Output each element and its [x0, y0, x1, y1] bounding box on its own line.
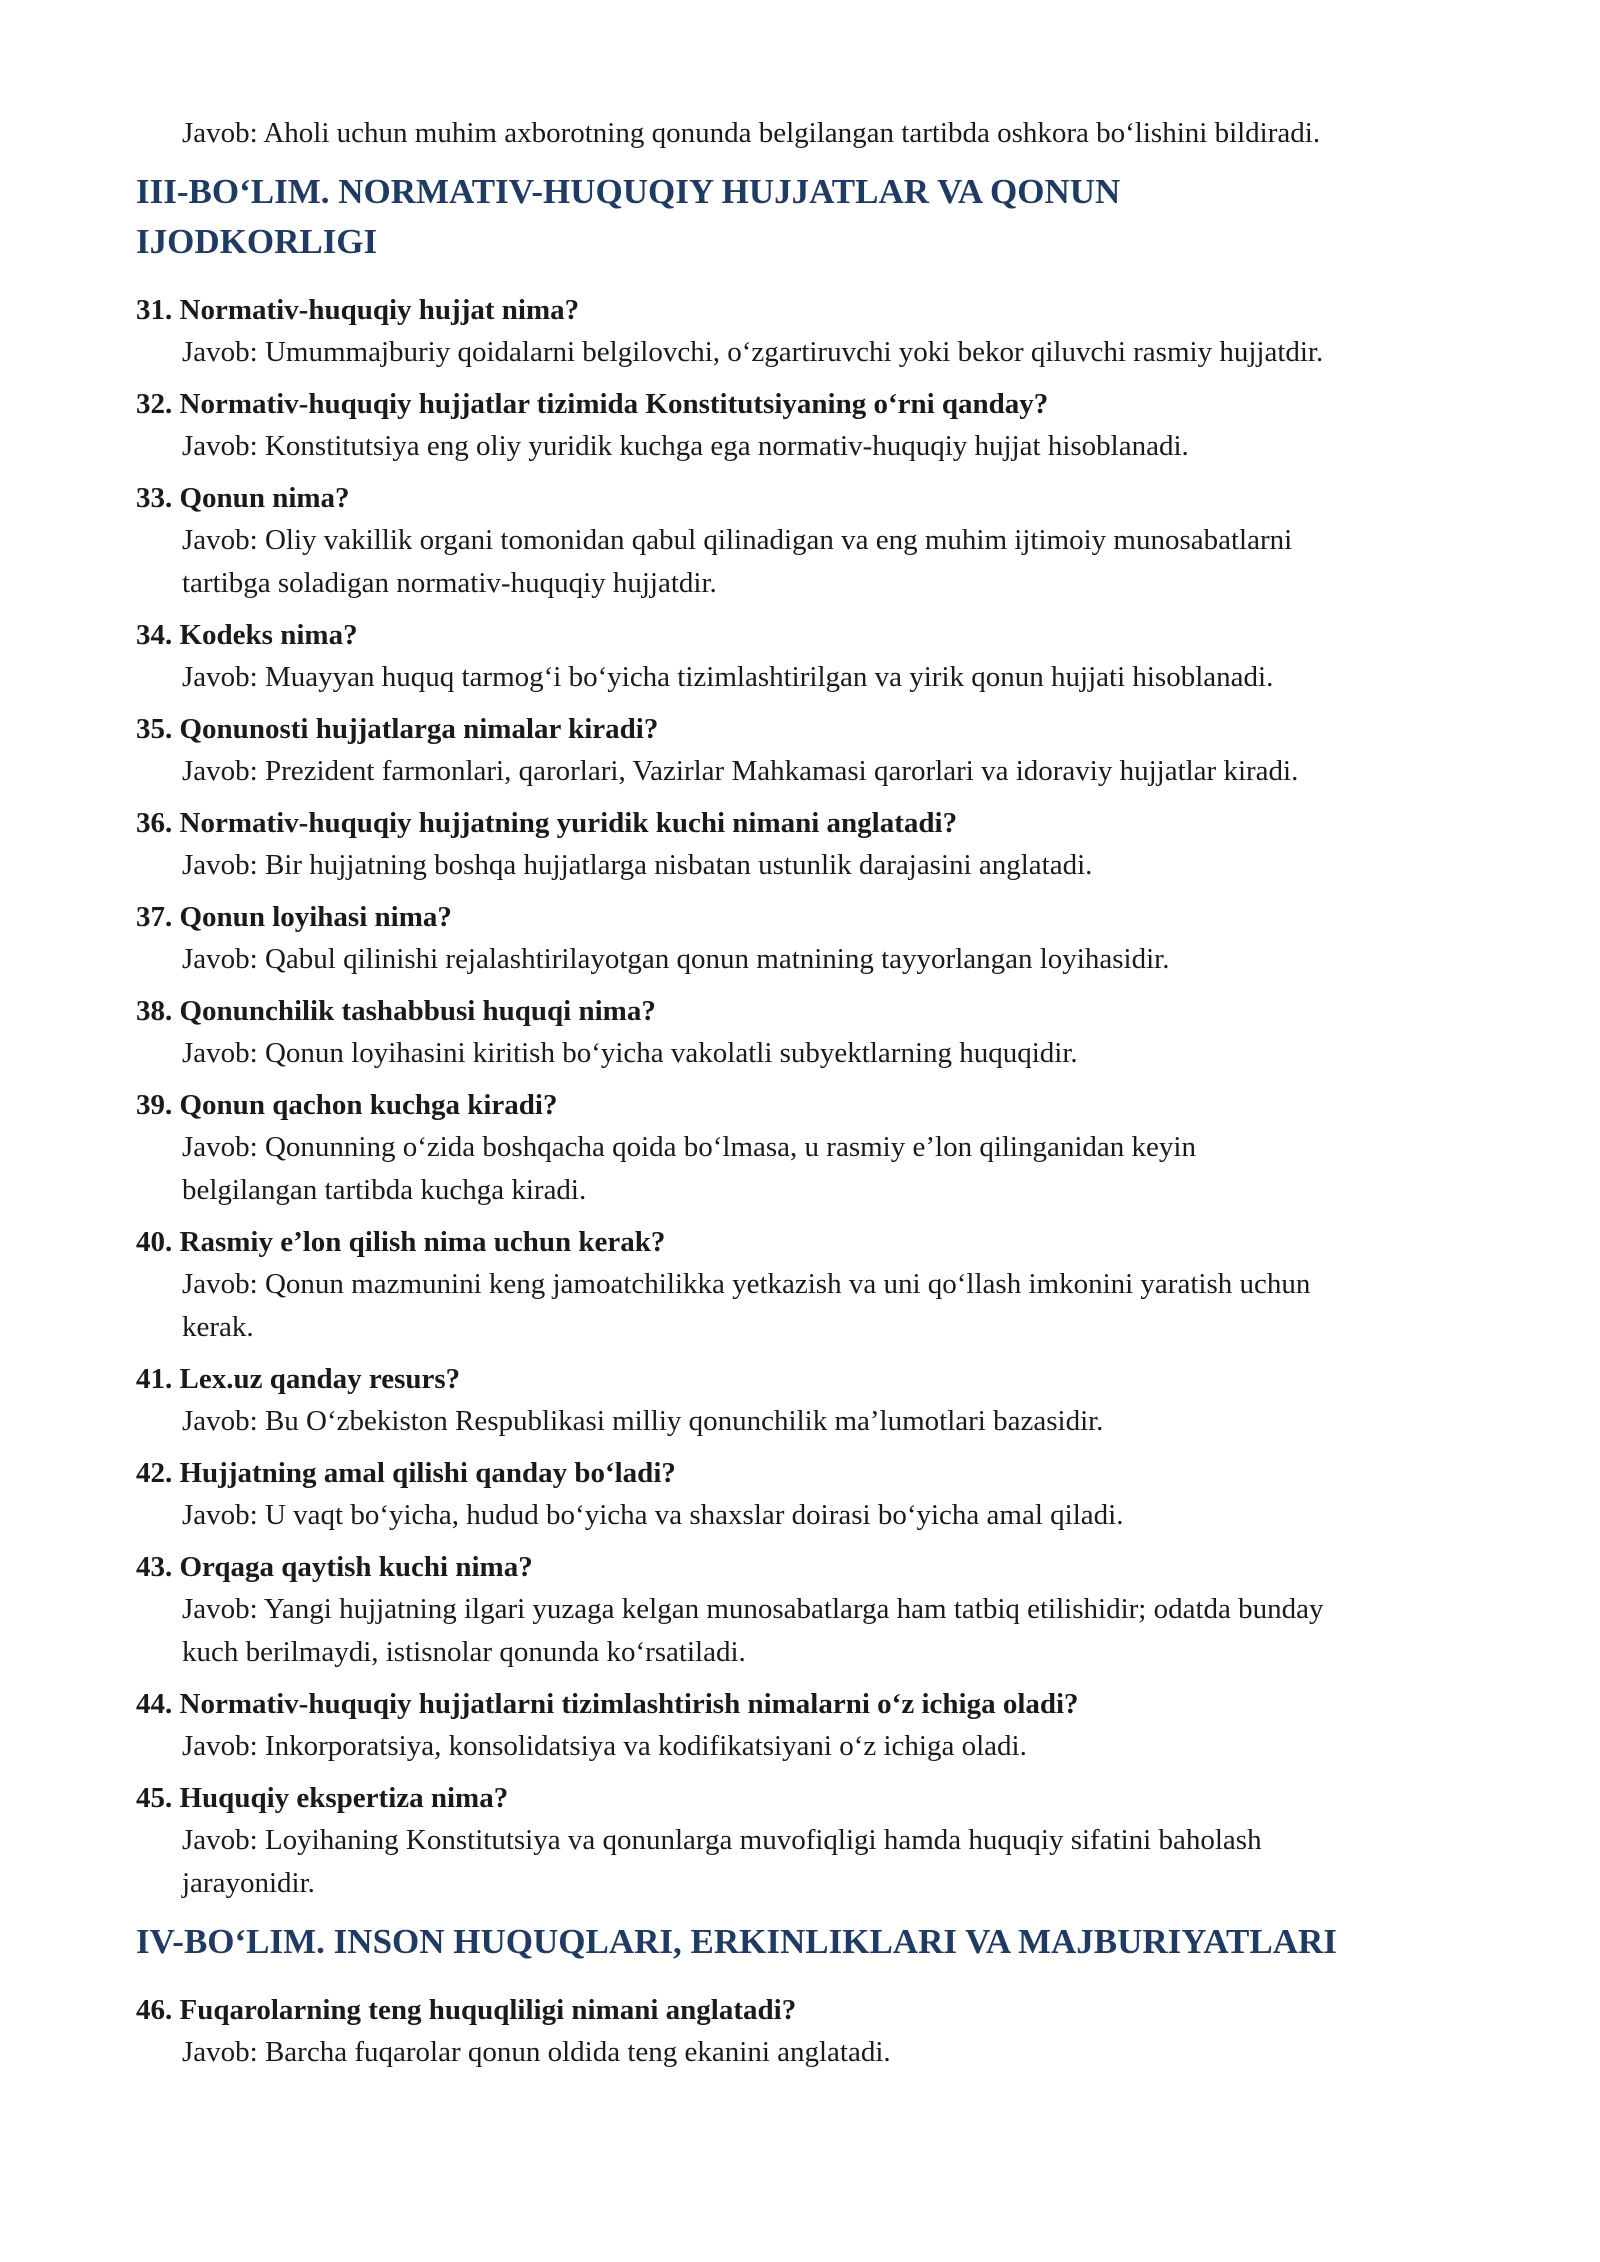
question: 35. Qonunosti hujjatlarga nimalar kiradi? — [136, 713, 659, 745]
question: 46. Fuqarolarning teng huquqliligi nimani anglatadi? — [136, 1994, 797, 2026]
qa-item-31 — [136, 289, 1466, 374]
question: 41. Lex.uz qanday resurs? — [136, 1363, 461, 1395]
answer: Javob: Bir hujjatning boshqa hujjatlarga nisbatan ustunlik darajasini anglatadi. — [182, 849, 1093, 881]
question: 40. Rasmiy e’lon qilish nima uchun kerak? — [136, 1226, 666, 1258]
answer: Javob: Inkorporatsiya, konsolidatsiya va kodifikatsiyani o‘z ichiga oladi. — [182, 1730, 1027, 1762]
question: 32. Normativ-huquqiy hujjatlar tizimida Konstitutsiyaning o‘rni qanday? — [136, 388, 1049, 420]
answer: Javob: Qonun loyihasini kiritish bo‘yicha vakolatli subyektlarning huquqidir. — [182, 1037, 1078, 1069]
answer: Javob: Konstitutsiya eng oliy yuridik kuchga ega normativ-huquqiy hujjat hisoblanadi. — [182, 430, 1189, 462]
answer: Javob: Bu O‘zbekiston Respublikasi milliy qonunchilik ma’lumotlari bazasidir. — [182, 1405, 1104, 1437]
carryover-answer: Javob: Aholi uchun muhim axborotning qonunda belgilangan tartibda oshkora bo‘lishini bildiradi. — [182, 117, 1321, 149]
question: 44. Normativ-huquqiy hujjatlarni tizimlashtirish nimalarni o‘z ichiga oladi? — [136, 1688, 1079, 1720]
answer: Javob: Qabul qilinishi rejalashtirilayotgan qonun matnining tayyorlangan loyihasidir. — [182, 943, 1170, 975]
answer: Javob: Yangi hujjatning ilgari yuzaga kelgan munosabatlarga ham tatbiq etilishidir; odatda bunday — [182, 1593, 1324, 1625]
question: 31. Normativ-huquqiy hujjat nima? — [136, 294, 580, 326]
question: 37. Qonun loyihasi nima? — [136, 901, 452, 933]
qa-item-45 — [136, 1777, 1466, 1905]
qa-item-37 — [136, 896, 1466, 981]
question: 42. Hujjatning amal qilishi qanday bo‘ladi? — [136, 1457, 676, 1489]
qa-item-44 — [136, 1683, 1466, 1768]
answer-continuation: kerak. — [182, 1311, 254, 1343]
answer: Javob: U vaqt bo‘yicha, hudud bo‘yicha va shaxslar doirasi bo‘yicha amal qiladi. — [182, 1499, 1124, 1531]
question: 43. Orqaga qaytish kuchi nima? — [136, 1551, 533, 1583]
qa-item-32 — [136, 383, 1466, 468]
qa-item-36 — [136, 802, 1466, 887]
qa-item-46 — [136, 1989, 1466, 2074]
qa-item-40 — [136, 1221, 1466, 1349]
page-content — [136, 112, 1466, 2083]
qa-item-41 — [136, 1358, 1466, 1443]
question: 33. Qonun nima? — [136, 482, 350, 514]
answer: Javob: Qonunning o‘zida boshqacha qoida bo‘lmasa, u rasmiy e’lon qilinganidan keyin — [182, 1131, 1196, 1163]
question: 34. Kodeks nima? — [136, 619, 358, 651]
section-3-title-line-2: IJODKORLIGI — [136, 222, 378, 261]
answer: Javob: Barcha fuqarolar qonun oldida teng ekanini anglatadi. — [182, 2036, 891, 2068]
answer: Javob: Muayyan huquq tarmog‘i bo‘yicha tizimlashtirilgan va yirik qonun hujjati hisoblanadi. — [182, 661, 1274, 693]
question: 38. Qonunchilik tashabbusi huquqi nima? — [136, 995, 656, 1027]
question: 39. Qonun qachon kuchga kiradi? — [136, 1089, 558, 1121]
answer-continuation: tartibga soladigan normativ-huquqiy hujjatdir. — [182, 567, 717, 599]
section-3-title-line-1: III-BO‘LIM. NORMATIV-HUQUQIY HUJJATLAR VA QONUN — [136, 172, 1121, 211]
answer: Javob: Qonun mazmunini keng jamoatchilikka yetkazish va uni qo‘llash imkonini yaratish uchun — [182, 1268, 1311, 1300]
qa-item-33 — [136, 477, 1466, 605]
qa-item-34 — [136, 614, 1466, 699]
question: 36. Normativ-huquqiy hujjatning yuridik kuchi nimani anglatadi? — [136, 807, 958, 839]
answer-continuation: belgilangan tartibda kuchga kiradi. — [182, 1174, 587, 1206]
answer-continuation: kuch berilmaydi, istisnolar qonunda ko‘rsatiladi. — [182, 1636, 746, 1668]
answer: Javob: Prezident farmonlari, qarorlari, Vazirlar Mahkamasi qarorlari va idoraviy hujjatlar kiradi. — [182, 755, 1299, 787]
answer: Javob: Loyihaning Konstitutsiya va qonunlarga muvofiqligi hamda huquqiy sifatini baholash — [182, 1824, 1262, 1856]
qa-item-38 — [136, 990, 1466, 1075]
answer: Javob: Oliy vakillik organi tomonidan qabul qilinadigan va eng muhim ijtimoiy munosabatlarni — [182, 524, 1293, 556]
section-4-title: IV-BO‘LIM. INSON HUQUQLARI, ERKINLIKLARI VA MAJBURIYATLARI — [136, 1922, 1337, 1961]
qa-item-35 — [136, 708, 1466, 793]
answer-continuation: jarayonidir. — [182, 1867, 315, 1899]
question: 45. Huquqiy ekspertiza nima? — [136, 1782, 509, 1814]
qa-item-42 — [136, 1452, 1466, 1537]
qa-item-43 — [136, 1546, 1466, 1674]
qa-item-39 — [136, 1084, 1466, 1212]
answer: Javob: Umummajburiy qoidalarni belgilovchi, o‘zgartiruvchi yoki bekor qiluvchi rasmiy hujjatdir. — [182, 336, 1324, 368]
section-3-title — [136, 167, 1466, 267]
